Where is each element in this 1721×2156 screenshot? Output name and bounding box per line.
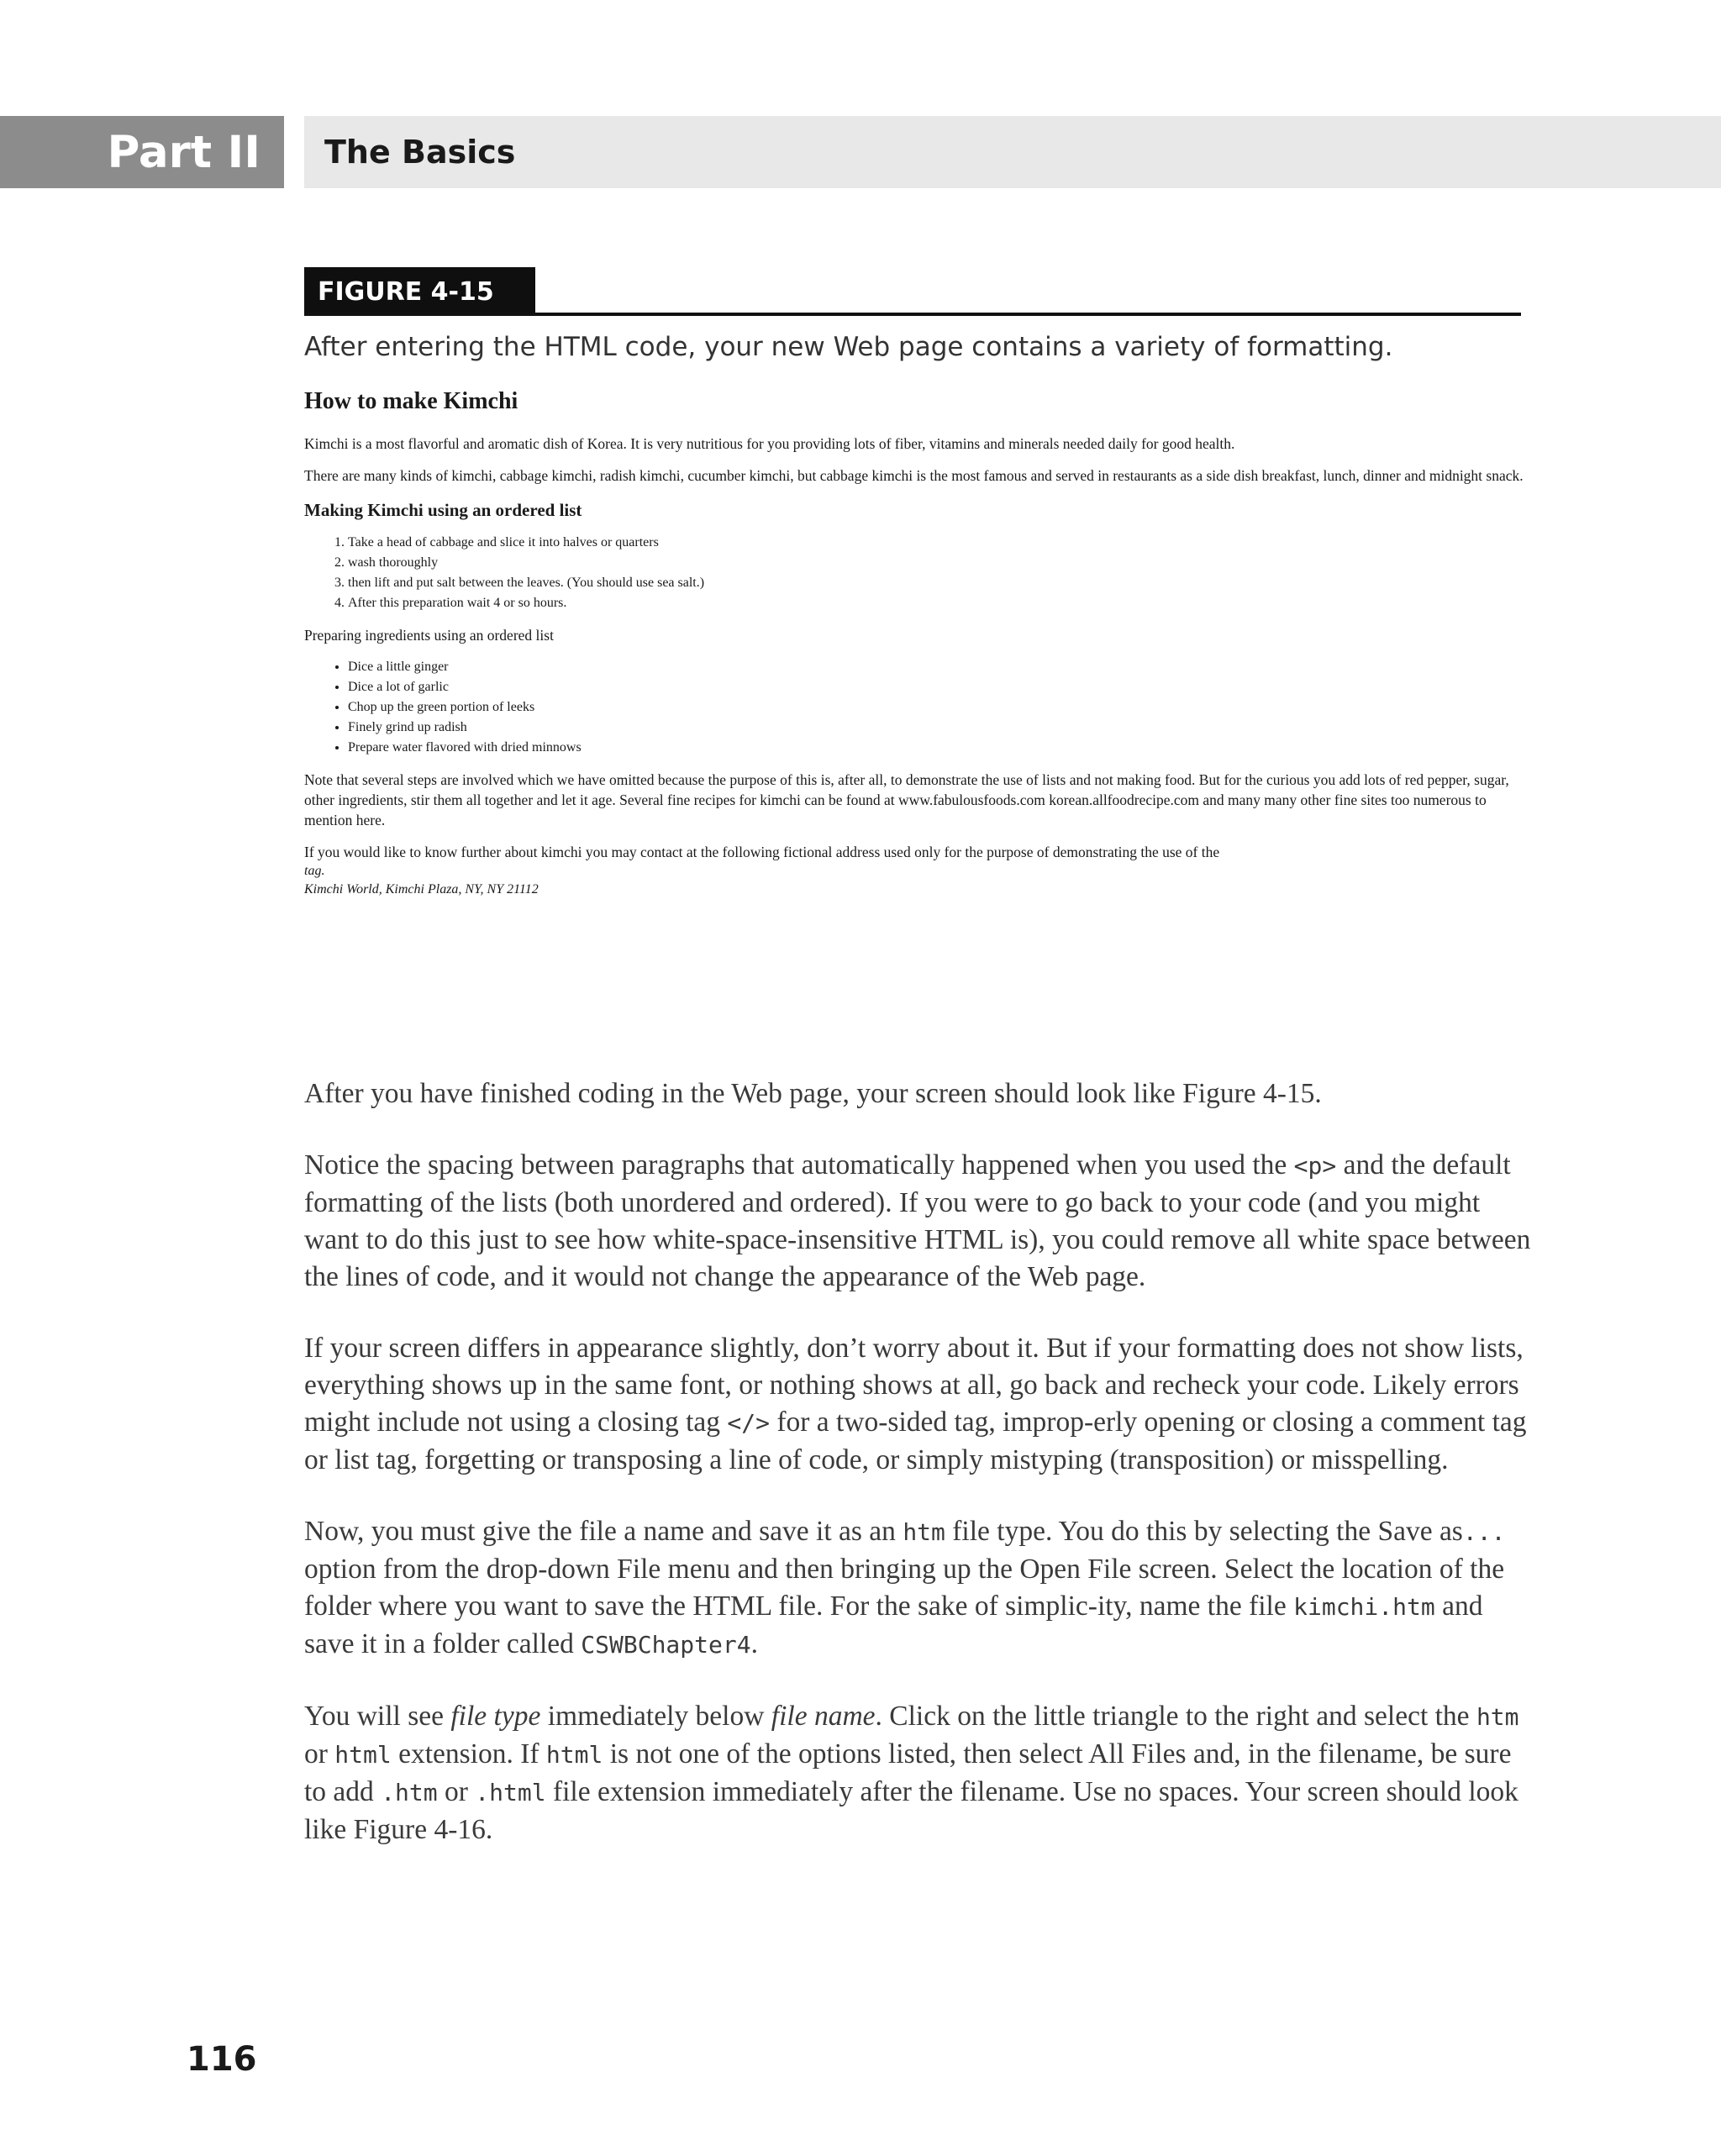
code-span: html (545, 1741, 603, 1769)
emphasis: file type (450, 1701, 541, 1732)
code-span: .html (475, 1779, 546, 1806)
screenshot-paragraph: Kimchi is a most flavorful and aromatic dish of Korea. It is very nutritious for you providing lots of fiber, vitamins and minerals needed daily for good health. (304, 435, 1235, 452)
paragraph: After you have finished coding in the Web page, your screen should look like Figure 4-15. (304, 1078, 1322, 1109)
screenshot-unordered-list (304, 657, 1531, 758)
code-span: htm (1476, 1703, 1519, 1731)
list-item: 4. After this preparation wait 4 or so hours. (348, 593, 1531, 613)
list-item: 1. Take a head of cabbage and slice it into halves or quarters (348, 533, 1531, 553)
paragraph: Now, you must give the file a name and save it as an htm file type. You do this by selecting the Save as... option from the drop-down File menu and then bringing up the Open File screen. Select the location of the folder where you want to save the HTML file. For the sake of simplic-ity, name the file kimchi.htm and save it in a folder called CSWBChapter4. (304, 1516, 1506, 1659)
screenshot-paragraph: There are many kinds of kimchi, cabbage kimchi, radish kimchi, cucumber kimchi, but cabbage kimchi is the most famous and served in restaurants as a side dish breakfast, lunch, dinner and midnight snack. (304, 467, 1524, 484)
code-span: .htm (381, 1779, 438, 1806)
screenshot-address: Kimchi World, Kimchi Plaza, NY, NY 21112 (304, 882, 539, 897)
screenshot-paragraph: Preparing ingredients using an ordered list (304, 627, 554, 644)
list-item: 2. wash thoroughly (348, 553, 1531, 573)
screenshot-title: How to make Kimchi (304, 388, 518, 414)
body-text (304, 1075, 1531, 1883)
figure-caption: After entering the HTML code, your new Web page contains a variety of formatting. (304, 332, 1393, 362)
list-item: • Dice a little ginger (348, 657, 1531, 677)
screenshot-subheading: Making Kimchi using an ordered list (304, 500, 582, 520)
list-item: • Prepare water flavored with dried minnows (348, 738, 1531, 758)
emphasis: file name (771, 1701, 876, 1732)
code-span: htm (903, 1518, 945, 1546)
figure-screenshot (304, 385, 1531, 990)
paragraph: If your screen differs in appearance slightly, don’t worry about it. But if your formatting does not show lists, everything shows up in the same font, or nothing shows at all, go back and recheck your code. Likely errors might include not using a closing tag </> for a two-sided tag, improp-erly opening or closing a comment tag or list tag, forgetting or transposing a line of code, or simply mistyping (transposition) or misspelling. (304, 1333, 1527, 1475)
list-item: • Chop up the green portion of leeks (348, 697, 1531, 718)
code-span: CSWBChapter4 (581, 1631, 751, 1659)
list-item: • Finely grind up radish (348, 718, 1531, 738)
list-item: 3. then lift and put salt between the leaves. (You should use sea salt.) (348, 573, 1531, 593)
screenshot-paragraph: Note that several steps are involved which we have omitted because the purpose of this is, after all, to demonstrate the use of lists and not making food. But for the curious you add lots of red pepper, sugar, other ingredients, stir them all together and let it age. Several fine recipes for kimchi can be found at www.fabulousfoods.com korean.allfoodrecipe.com and many many other fine sites too numerous to mention here. (304, 771, 1509, 828)
running-head: The Basics (304, 116, 1721, 188)
screenshot-ordered-list (304, 533, 1531, 613)
code-span: </> (727, 1409, 770, 1437)
screenshot-address-tag: tag. (304, 864, 325, 878)
figure-label: FIGURE 4-15 (304, 267, 535, 316)
code-span: html (334, 1741, 392, 1769)
screenshot-paragraph: If you would like to know further about kimchi you may contact at the following fictional address used only for the purpose of demonstrating the use of the (304, 844, 1220, 860)
part-label: Part II (0, 116, 284, 188)
paragraph: You will see file type immediately below file name. Click on the little triangle to the right and select the htm or html extension. If html is not one of the options listed, then select All Files and, in the filename, be sure to add .htm or .html file extension immediately after the filename. Use no spaces. Your screen should look like Figure 4-16. (304, 1701, 1519, 1845)
paragraph: Notice the spacing between paragraphs that automatically happened when you used the <p> and the default formatting of the lists (both unordered and ordered). If you were to go back to your code (and you might want to do this just to see how white-space-insensitive HTML is), you could remove all white space between the lines of code, and it would not change the appearance of the Web page. (304, 1149, 1531, 1292)
code-span: <p> (1293, 1152, 1337, 1180)
code-span: ... (1462, 1518, 1506, 1546)
page-number: 116 (187, 2040, 257, 2079)
list-item: • Dice a lot of garlic (348, 677, 1531, 697)
figure-rule (304, 313, 1521, 316)
code-span: kimchi.htm (1293, 1593, 1435, 1621)
